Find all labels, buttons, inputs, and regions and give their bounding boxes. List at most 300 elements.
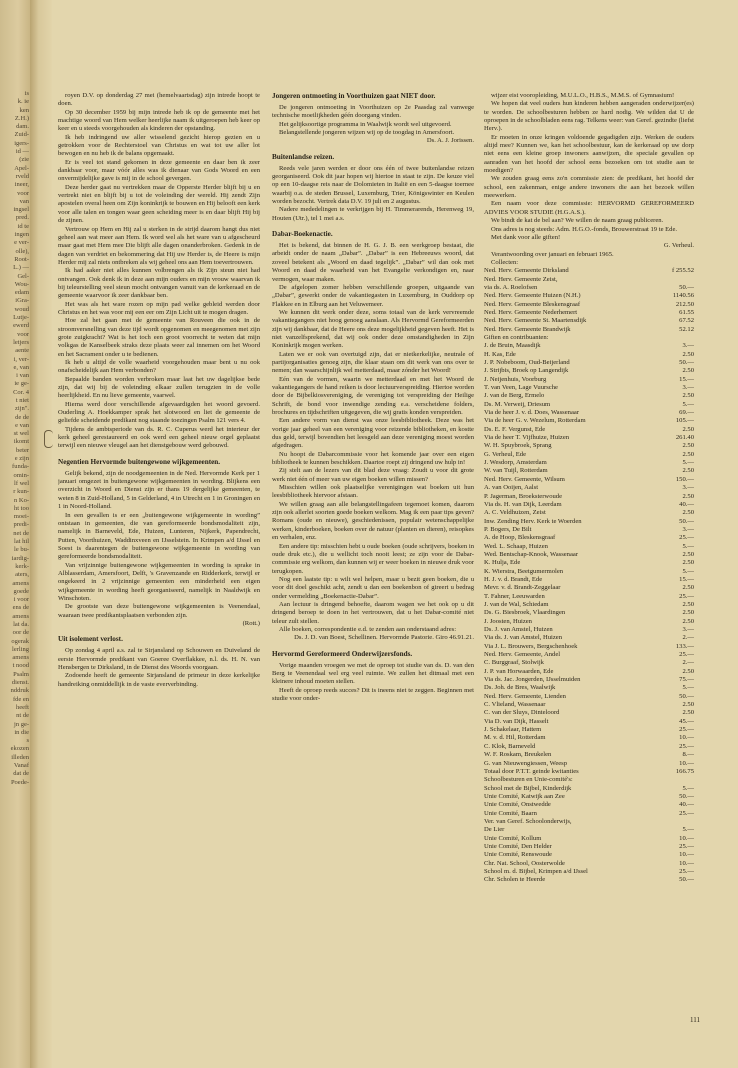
onderwijzers-paragraph: We bindt de kat de bel aan? We willen de naam graag publiceren. xyxy=(491,217,664,225)
edge-fragment: de de xyxy=(15,413,29,421)
donation-list xyxy=(484,267,694,884)
onderwijzers-paragraph: wijzer eist vooropleiding, M.U.L.O., H.B.S., M.M.S. of Gymnasium! xyxy=(491,92,675,99)
dabar-paragraph: Nu hoopt de Dabarcommissie voor het komende jaar over een eigen bibliotheek te kunnen beschikken. Daartoe roept zij dringend uw hulp in! xyxy=(272,450,474,467)
col1-paragraph: Het was als het ware rozen op mijn pad welke gebleid werden door Christus en het was voor mij een eer om Zijn Licht uit te mogen dragen. xyxy=(58,300,260,316)
donation-name: K. Wierstra, Beetgumermolen xyxy=(484,567,564,575)
column-middle xyxy=(272,92,474,1042)
adjacent-page-text xyxy=(1,90,29,990)
edge-fragment: oor de xyxy=(12,629,29,637)
donation-amount: 2.50 xyxy=(682,709,694,717)
edge-fragment: net de xyxy=(13,529,29,537)
col1-paragraph: Hierna werd door verschillende afgevaardigden het woord gevoerd. Ouderling A. Hoekkamper sprak het slotwoord en liet de gemeente de geliefde scheidende predikant nog staande toezingen Psalm 121 vers 4. xyxy=(58,400,260,425)
donation-row xyxy=(484,276,694,284)
donation-row xyxy=(484,718,694,726)
donation-name: Inw. Zending Herv. Kerk te Woerden xyxy=(484,517,582,525)
col1-paragraph: royen D.V. op donderdag 27 mei (hemelvaartsdag) zijn intrede hoopt te doen. xyxy=(58,92,260,108)
donation-name: Wed. L. Schaap, Huizen xyxy=(484,542,548,550)
donation-name: School met de Bijbel, Kinderdijk xyxy=(484,784,572,792)
donation-row xyxy=(484,626,694,634)
heading-wijkgemeenten: Negentien Hervormde buitengewone wijkgemeenten. xyxy=(58,457,221,466)
adjacent-page-edge xyxy=(0,0,30,1068)
donation-amount: 2.50 xyxy=(682,367,694,375)
signature-verheul: G. Verheul. xyxy=(663,242,694,250)
ontmoeting-paragraph: De jongeren ontmoeting in Voorthuizen op 2e Paasdag zal vanwege technische moeilijkheden géén doorgang vinden. xyxy=(272,104,474,120)
donation-amount: 25.— xyxy=(679,534,694,542)
donation-amount: 3.— xyxy=(682,384,694,392)
onderwijzers-paragraph: Met dank voor alle giften! xyxy=(491,233,561,241)
heading-reizen: Buitenlandse reizen. xyxy=(272,152,335,161)
edge-fragment: nt de xyxy=(16,712,29,720)
edge-fragment: voor xyxy=(17,330,29,338)
donation-amount: 75.— xyxy=(679,676,694,684)
donation-name: Ver. van Geref. Schoolonderwijs, xyxy=(484,817,572,825)
ontmoeting-paragraph: Het gelijksoortige programma in Waalwijk wordt wel uitgevoerd. xyxy=(279,120,452,128)
donation-name: Ds. J. van Amstel, Huizen xyxy=(484,626,553,633)
dabar-paragraph: Een andere tip: misschien hebt u oude boeken (oude schrijvers, boeken in oude druk etc.), die u wellicht toch nooit leest; ze zijn voor de Dabar-commissie erg welkom, dan kunnen wij er weer boeken in nieuwe druk voor terugkopen. xyxy=(272,542,474,575)
donation-name: W. van Tuijl, Rotterdam xyxy=(484,467,548,475)
donation-amount xyxy=(660,818,694,826)
edge-fragment: voor xyxy=(17,189,29,197)
donation-amount: 50.— xyxy=(679,359,694,366)
donation-name: J. van de Berg, Ermelo xyxy=(484,392,545,400)
edge-fragment: Cor. 4 xyxy=(13,388,29,396)
donation-amount: 150.— xyxy=(675,475,694,483)
edge-fragment: iardig- xyxy=(11,554,29,562)
donation-amount: 8.— xyxy=(682,751,694,759)
donation-row xyxy=(484,810,694,818)
donation-row xyxy=(484,459,694,467)
donation-name: Via de heer G. v. Wezelum, Rotterdam xyxy=(484,417,586,425)
edge-fragment: kerk- xyxy=(15,562,29,570)
donation-amount: 15.— xyxy=(679,575,694,583)
edge-fragment: letjers xyxy=(13,338,29,346)
edge-fragment: rveld xyxy=(15,172,29,180)
donation-row xyxy=(484,417,694,425)
edge-fragment: jn ge- xyxy=(14,720,29,728)
donation-amount: 2.— xyxy=(682,659,694,667)
donation-name: A. C. Veldhuizen, Zeist xyxy=(484,509,546,517)
donation-row xyxy=(484,451,694,459)
donation-row xyxy=(484,493,694,501)
donation-amount: 2.50 xyxy=(682,509,694,517)
col1-paragraph: Op 30 december 1959 bij mijn intrede heb ik op de gemeente met het machtige woord van Hem welker heerlijke naam ik uitgeroepen heb keer op keer en u steeds voorgehouden als kinderen der opstanding. xyxy=(58,108,260,133)
donation-name: A. de Hoop, Bleskensgraaf xyxy=(484,534,556,542)
donation-amount: 25.— xyxy=(679,809,694,817)
donation-amount: 105.— xyxy=(675,417,694,425)
edge-fragment: ineer, xyxy=(14,181,29,189)
donation-name: Ned. Herv. Gemeente Huizen (N.H.) xyxy=(484,292,581,300)
reizen-paragraph: Nadere mededelingen te verkrijgen bij H. Timmerarends, Herenweg 19, Houten (Utr.), tel 1 mei a.s. xyxy=(272,206,474,222)
donation-row xyxy=(484,292,694,300)
donation-row xyxy=(484,342,694,350)
column-left xyxy=(58,92,260,1042)
donation-name: W. H. Spuybroek, Sprang xyxy=(484,442,552,450)
edge-fragment: iGra- xyxy=(15,297,29,305)
edge-fragment: ewerd xyxy=(13,322,29,330)
donation-amount: 67.52 xyxy=(679,317,694,325)
donation-amount: 5.— xyxy=(682,567,694,575)
donation-row xyxy=(484,693,694,701)
edge-fragment: ingsel xyxy=(13,206,29,214)
dabar-paragraph: Een andere vorm van dienst was onze leesbibliotheek. Deze was het vorige jaar geheel van een vereniging voor reizende bibliotheken, en kostte dus geld, terwijl bovendien het leesgeld aan deze vereniging moest worden afgedragen. xyxy=(272,417,474,450)
edge-fragment: s xyxy=(26,737,29,745)
donation-amount: 2.50 xyxy=(682,450,694,458)
donation-amount: 166.75 xyxy=(675,767,694,775)
donation-name: M. v. d. Hil, Rotterdam xyxy=(484,734,546,742)
edge-fragment: e, van xyxy=(13,363,29,371)
donation-row xyxy=(484,568,694,576)
edge-fragment: illeden xyxy=(11,753,29,761)
heading-isolement: Uit isolement verlost. xyxy=(58,635,123,644)
donation-row xyxy=(484,734,694,742)
donation-row xyxy=(484,659,694,667)
donation-name: via ds. A. Roelofsen xyxy=(484,283,538,291)
donation-row xyxy=(484,593,694,601)
col1-paragraph: Tijdens de ambtsperiode van ds. R. C. Cuperus werd het interieur der kerk geheel gerestaureerd en ook werd een geheel nieuw orgel geplaatst terwijl een nieuwe vleugel aan het dienstgebouw werd gebouwd. xyxy=(58,425,260,450)
edge-fragment: amens xyxy=(12,612,29,620)
wijkgemeenten-paragraph: In een gevallen is er een „buitengewone wijkgemeente in wording” ontstaan in gemeenten, die van gereformeerde bondsmodaliteit zijn, namelijk in Barneveld, Ede, Huizen, Lunteren, Nijkerk, Papendrecht, Putten, Voorthuizen, Waddinxveen en IJsselstein. In Krimpen a/d IJssel en Soest is daarentegen de buitengewone wijkgemeente in wording van gereformeerde bondsmodaliteit. xyxy=(58,511,260,561)
col1-paragraph: Ik had aaker niet alles kunnen volbrengen als ik Zijn steun niet had ontvangen. Ook denk ik in deze aan mijn ouders en mijn vrouw waarvan ik bij teleurstelling veel steun mocht ontvangen vanuit van de kerkeraad en de gemeente waarvoor ik zeer dankbaar ben. xyxy=(58,267,260,300)
onderwijzers-paragraph: We zouden graag eens zo'n commissie zien: de predikant, het hoofd der school, een zakenman, enige andere inwoners die aan het bezoek willen meewerken. xyxy=(484,175,694,200)
donation-row xyxy=(484,334,694,342)
col1-paragraph: Er is veel tot stand gekomen in deze gemeente en daar ben ik zeer dankbaar voor, maar vóór alles was ik dienaar van Gods Woord en een onvermijdelijke gave is mij in de school gevergen. xyxy=(58,158,260,183)
edge-fragment: Wou- xyxy=(14,280,29,288)
donation-amount: 261.40 xyxy=(675,434,694,442)
donation-amount: 10.— xyxy=(679,851,694,859)
donation-amount: 2.50 xyxy=(682,701,694,709)
donation-amount: 2.50 xyxy=(682,392,694,400)
donation-row xyxy=(484,785,694,793)
edge-fragment: Z.H.) xyxy=(14,114,29,122)
donation-amount: 5.— xyxy=(682,542,694,550)
edge-fragment: i, ver- xyxy=(13,355,29,363)
donation-amount: f 255.52 xyxy=(672,267,694,275)
donation-name: J. Strijbis, Broek op Langendijk xyxy=(484,367,569,375)
donation-amount: 10.— xyxy=(679,759,694,767)
donation-name: P. Jagerman, Broeksterwoude xyxy=(484,492,563,500)
donation-name: Ned. Herv. Gemeente Zeist, xyxy=(484,275,558,283)
donation-name: School m. d. Bijbel, Krimpen a/d IJssel xyxy=(484,867,588,875)
donation-row xyxy=(484,376,694,384)
donation-amount: 1140.56 xyxy=(672,292,694,300)
heading-fonds: Hervormd Gereformeerd Onderwijzersfonds. xyxy=(272,649,413,658)
edge-fragment: olle), xyxy=(15,247,29,255)
donation-name: J. de Bruin, Maasdijk xyxy=(484,342,541,350)
donation-amount: 2.50 xyxy=(682,617,694,625)
edge-fragment: fde en xyxy=(12,695,29,703)
donation-amount: 133.— xyxy=(675,642,694,650)
isolement-paragraph: Zodoende heeft de gemeente Sirjansland de primeur in deze kerkelijke handreiking onmiddellijk in de vaste eververbinding. xyxy=(58,672,260,688)
donation-row xyxy=(484,409,694,417)
dabar-paragraph: Alle boeken, correspondentie e.d. te zenden aan onderstaand adres: xyxy=(279,625,457,633)
donation-name: Mevr. v. d. Brandt-Zeggelaar xyxy=(484,584,561,592)
heading-dabar: Dabar-Boekenactie. xyxy=(272,230,333,239)
donation-row xyxy=(484,543,694,551)
onderwijzers-paragraph: Ons adres is nog steeds: Adm. H.G.O.-fonds, Brouwerstraat 19 te Ede. xyxy=(491,225,678,233)
donation-row xyxy=(484,434,694,442)
donation-amount: 2.50 xyxy=(682,350,694,358)
donation-name: Schoolbesturen en Unie-comité's: xyxy=(484,776,573,784)
signature-rott: (Rott.) xyxy=(242,619,260,627)
donation-name: G. van Nieuwengiessen, Weesp xyxy=(484,759,568,767)
donation-amount xyxy=(660,276,694,284)
donation-row xyxy=(484,267,694,275)
donation-amount: 3.— xyxy=(682,342,694,350)
donation-name: Via ds. Jac. Jongerden, IJsselmuiden xyxy=(484,676,581,684)
donation-name: C. Vlieland, Wassenaar xyxy=(484,701,546,709)
donation-amount: 2.50 xyxy=(682,559,694,567)
edge-fragment: ht too xyxy=(14,504,29,512)
donation-name: Ned. Herv. Gemeente, Andel xyxy=(484,651,561,659)
donation-amount: 2.50 xyxy=(682,492,694,500)
fonds-paragraph: Heeft de oproep reeds succes? Dit is ineens niet te zeggen. Beginnen met studie voor onder- xyxy=(272,686,474,702)
donation-amount: 45.— xyxy=(679,717,694,725)
edge-fragment: n Ko- xyxy=(14,496,29,504)
edge-fragment: lat hil xyxy=(14,538,29,546)
donation-name: Ds. E. F. Vergunst, Ede xyxy=(484,425,546,433)
edge-fragment: Root- xyxy=(14,255,29,263)
donation-row xyxy=(484,326,694,334)
donation-amount: 5.— xyxy=(682,400,694,408)
dabar-paragraph: Het is bekend, dat binnen de H. G. J. B. een werkgroep bestaat, die arbeidt onder de naam „Dabar”. „Dabar” is een Hebreeuws woord, dat zoveel betekent als „Woord en daad tegelijk”. „Dabar” wil dan ook met Woord en daad de waarheid van het Evangelie verkondigen en, naar vermogen, waar maken. xyxy=(272,242,474,283)
donation-row xyxy=(484,484,694,492)
donation-amount: 2.50 xyxy=(682,550,694,558)
donation-amount: 69.— xyxy=(679,409,694,417)
donation-amount: 50.— xyxy=(679,876,694,884)
donation-row xyxy=(484,876,694,884)
wijkgemeenten-paragraph: De grootste van deze buitengewone wijkgemeenten is Veenendaal, waaraan twee predikantsplaatsen verbonden zijn. xyxy=(58,603,260,619)
donation-row xyxy=(484,384,694,392)
donation-row xyxy=(484,401,694,409)
donation-amount: 61.55 xyxy=(679,308,694,316)
donation-row xyxy=(484,601,694,609)
donation-name: J. van de Wal, Schiedam xyxy=(484,600,549,608)
donation-amount: 2.50 xyxy=(682,584,694,592)
edge-fragment: t nood xyxy=(12,662,29,670)
edge-fragment: id — xyxy=(15,148,29,156)
donation-row xyxy=(484,559,694,567)
donation-name: Ned. Herv. Gemeente St. Maartensdijk xyxy=(484,317,587,325)
donation-amount: 25.— xyxy=(679,592,694,600)
donation-name: J. Neijenhuis, Voorburg xyxy=(484,375,547,383)
donation-row xyxy=(484,284,694,292)
donation-name: T. Fahner, Leeuwarden xyxy=(484,592,545,600)
donation-amount: 10.— xyxy=(679,834,694,842)
donation-row xyxy=(484,426,694,434)
wijkgemeenten-paragraph: Van vrijzinnige buitengewone wijkgemeenten in wording is sprake in Alblasserdam, Amersfoort, Delft, 's Gravenzande en Ridderkerk, terwijl er ongekeerd in 2 vrijzinnige gemeenten een minderheid een eigen wijkgemeente in wording heeft georganiseerd, namelijk in Naaldwijk en Winschoten. xyxy=(58,561,260,602)
donation-name: Ds. Joh. de Bres, Waalwijk xyxy=(484,684,556,692)
donation-row xyxy=(484,518,694,526)
donation-row xyxy=(484,467,694,475)
donation-name: Unie Comité, Onstwedde xyxy=(484,801,551,809)
collecten-label: Collecten: xyxy=(491,258,519,266)
edge-fragment: nddruk xyxy=(10,687,29,695)
donation-name: Via D. van Dijk, Hasselt xyxy=(484,717,549,725)
donation-row xyxy=(484,551,694,559)
donation-name: Wed. Bentschap-Knook, Wassenaar xyxy=(484,550,579,558)
donation-amount: 25.— xyxy=(679,651,694,659)
edge-fragment: lat da. xyxy=(13,621,29,628)
edge-fragment: amens xyxy=(12,654,29,662)
dabar-paragraph: Misschien willen ook plaatselijke verenigingen wat boeken uit hun leesbibliotheek hiervoor afstaan. xyxy=(272,484,474,500)
donation-amount: 5.— xyxy=(682,826,694,834)
donation-row xyxy=(484,651,694,659)
donation-row xyxy=(484,367,694,375)
donation-amount xyxy=(660,334,694,342)
donation-row xyxy=(484,826,694,834)
donation-amount: 5.— xyxy=(682,459,694,467)
edge-fragment: ogerak xyxy=(11,637,29,645)
donation-name: J. Joosten, Huizen xyxy=(484,617,532,625)
edge-fragment: Gel- xyxy=(17,272,29,280)
donation-row xyxy=(484,818,694,826)
donation-row xyxy=(484,317,694,325)
donation-row xyxy=(484,534,694,542)
donation-name: Ned. Herv. Gemeente Brandwijk xyxy=(484,325,571,333)
donation-amount: 25.— xyxy=(679,742,694,750)
donation-name: Unie Comité, Kollum xyxy=(484,834,542,842)
page-number: 111 xyxy=(690,1016,700,1024)
donation-row xyxy=(484,726,694,734)
edge-fragment: dat de xyxy=(13,770,29,778)
donation-row xyxy=(484,709,694,717)
donation-row xyxy=(484,309,694,317)
donation-name: Ds. G. Biesbroek, Vlaardingen xyxy=(484,609,566,617)
donation-amount: 2.50 xyxy=(682,442,694,450)
donation-row xyxy=(484,751,694,759)
donation-amount: 2.50 xyxy=(682,467,694,475)
edge-fragment: is xyxy=(24,90,29,97)
donation-name: K. Hulja, Ede xyxy=(484,559,521,567)
donation-amount: 25.— xyxy=(679,842,694,850)
dabar-paragraph: Aan lectuur is dringend behoefte, daarom wagen we het ook op u dit dringend beroep te doen in het vertrouwen, dat u het Dabar-comité niet teleur zult stellen. xyxy=(272,600,474,625)
donation-amount: 212.50 xyxy=(675,300,694,308)
donation-name: J. Schakelaar, Hattem xyxy=(484,726,542,734)
edge-fragment: le bu- xyxy=(14,546,29,554)
donation-name: Unie Comité, Katwijk aan Zee xyxy=(484,792,565,800)
edge-fragment: Zuid- xyxy=(14,131,29,139)
edge-fragment: ie ge- xyxy=(14,380,29,388)
donation-name: Totaal door P.T.T. geinde kwitanties xyxy=(484,767,579,775)
signature-jorissen: Ds. A. J. Jorissen. xyxy=(426,137,474,145)
edge-fragment: ingen xyxy=(14,231,29,239)
dabar-paragraph: Nog een laatste tip: u wilt wel helpen, maar u bezit geen boeken, die u voor dit doel geschikt acht, zendt u dan een boekenbon of gireert u bedrag onder vermelding „Boekenactie-Dabar”. xyxy=(272,575,474,600)
edge-fragment: e ver- xyxy=(14,239,29,247)
edge-fragment: goede xyxy=(13,587,29,595)
donation-name: Via ds. J. van Amstel, Huizen xyxy=(484,634,562,642)
donation-row xyxy=(484,609,694,617)
reizen-paragraph: Reeds vele jaren werden er door ons één of twee buitenlandse reizen georganiseerd. Ook dit jaar hopen wij hiertoe in staat te zijn. De keuze viel op een 10-daagse reis naar de Dolomieten in Italië en een 5-daagse toernee waarbij o.a. de steden Brussel, Luxemburg, Trier, Königswinter en Keulen worden bezocht. Vertrek data D.V. 19 juli en 2 augustus. xyxy=(272,164,474,206)
edge-fragment: i voor xyxy=(13,596,29,604)
donation-amount: 10.— xyxy=(679,859,694,867)
dabar-paragraph: Zij stelt aan de lezers van dit blad deze vraag: Zoudt u voor dit grote werk niet één of meer van uw eigen boeken willen missen? xyxy=(272,467,474,483)
donation-name: Ned. Herv. Gemeente Dirksland xyxy=(484,267,569,275)
donation-name: Ned. Herv. Gemeente Nederhemert xyxy=(484,308,578,316)
donation-row xyxy=(484,643,694,651)
edge-fragment: lerling xyxy=(12,645,29,653)
edge-fragment: st wel xyxy=(13,430,29,438)
donation-amount: 40.— xyxy=(679,801,694,809)
col1-paragraph: Ik heb u altijd de volle waarheid voorgehouden maar bent u nu ook onafscheidelijk aan Hem verbonden? xyxy=(58,359,260,375)
donation-name: Unie Comité, Renswoude xyxy=(484,851,552,859)
donation-amount: 25.— xyxy=(679,867,694,875)
donation-name: Chr. Nat. School, Oosterwolde xyxy=(484,859,565,867)
donation-row xyxy=(484,392,694,400)
donation-row xyxy=(484,743,694,751)
edge-fragment: Psalm xyxy=(13,670,29,678)
donation-name: Via ds. H. van Dijk, Leerdam xyxy=(484,500,562,508)
donation-name: C. van der Sluys, Dinteloord xyxy=(484,709,560,717)
donation-amount: 40.— xyxy=(679,500,694,508)
wijkgemeenten-paragraph: Gelijk bekend, zijn de noodgemeenten in de Ned. Hervormde Kerk per 1 januari omgezet in buitengewone wijkgemeenten in wording. Blijkens een overzicht in Woord en Dienst zijn er thans 19 dergelijke gemeenten, te weten 8 in Zuid-Holland, 5 in Gelderland, 4 in Utrecht en 1 in Groningen en 1 in Noord-Holland. xyxy=(58,469,260,511)
donation-amount: 25.— xyxy=(679,726,694,734)
donation-name: Giften en contribuanten: xyxy=(484,333,549,341)
dabar-paragraph: We kunnen dit werk onder deze, soms totaal van de kerk vervreemde vakantiegangers niet hoog genoeg aanslaan. Als Hervormd Gereformeerden zijn wij dankbaar, dat de Heere ons deze mogelijkheid gegeven heeft. Het is niet vanzelfsprekend, dat wij ook onder deze omstandigheden in Zijn Koninkrijk mogen werken. xyxy=(272,308,474,350)
edge-fragment: in die xyxy=(14,728,29,736)
donation-name: Via de heer T. Vijfhuize, Huizen xyxy=(484,434,570,442)
donation-row xyxy=(484,301,694,309)
book-gutter xyxy=(30,0,52,1068)
donation-amount: 52.12 xyxy=(679,325,694,333)
donation-amount: 3.— xyxy=(682,525,694,533)
heading-ontmoeting: Jongeren ontmoeting in Voorthuizen gaat NIET door. xyxy=(272,92,436,100)
donation-amount: 5.— xyxy=(682,784,694,792)
edge-fragment: Poede- xyxy=(10,778,29,786)
donation-name: Unie Comité, Den Helder xyxy=(484,842,552,850)
edge-fragment: k. ie xyxy=(17,98,29,106)
donation-amount: 2.50 xyxy=(682,667,694,675)
dabar-paragraph: Laten we er ook van overtuigd zijn, dat er nietkerkelijke, neutrale of partijorganisaties genoeg zijn, die klaar staan om dit werk van ons over te nemen; dan waarschijnlijk wel metterdaad, maar zónder het Woord! xyxy=(272,350,474,375)
edge-fragment: omin- xyxy=(13,471,29,479)
edge-fragment: moei- xyxy=(13,513,29,521)
donation-row xyxy=(484,760,694,768)
donation-amount: 50.— xyxy=(679,283,694,291)
onderwijzers-paragraph: We hopen dat veel ouders hun kinderen hebben aangeraden onderwijzer(es) te worden. De schoolbesturen hebben ze hard nodig. We wilden dat U de oproepen in de schoolbladen eens rag. Telkens weer: van Geref. gezindte (liefst Herv.). xyxy=(484,100,694,133)
edge-fragment: woud xyxy=(14,305,29,313)
donation-name: H. J. v. d. Brandt, Ede xyxy=(484,575,543,583)
donation-row xyxy=(484,843,694,851)
donation-row xyxy=(484,868,694,876)
edge-fragment: Vanaf xyxy=(13,762,29,770)
donation-row xyxy=(484,668,694,676)
donation-row xyxy=(484,768,694,776)
edge-fragment: ken xyxy=(19,106,29,114)
edge-fragment: aters, xyxy=(15,571,29,579)
edge-fragment: e zijn xyxy=(14,455,29,463)
donation-name: Ned. Herv. Gemeente, Wilsum xyxy=(484,475,565,483)
edge-fragment: Apel- xyxy=(14,164,29,172)
edge-fragment: e van xyxy=(15,421,29,429)
donation-name: Ds. M. Verweij, Driesum xyxy=(484,400,551,408)
donation-row xyxy=(484,701,694,709)
donation-name: J. Wesdorp, Amsterdam xyxy=(484,459,547,467)
edge-fragment: ikomt xyxy=(13,438,29,446)
dabar-paragraph: Eén van de vormen, waarin we metterdaad en met het Woord de vakantiegangers de hand reiken is door lectuurverspreiding. Hiertoe worden door de Bijbelkiosvereniging, de vereniging tot verspreiding der Heilige Schrift, de bond voor inwendige zending e.a. verscheidene folders, brochures en tijdschriften uitgegeven, die wij gratis konden verspreiden. xyxy=(272,375,474,416)
donation-name: G. Verheul, Ede xyxy=(484,450,526,458)
paper-clip-icon xyxy=(44,430,53,448)
donation-name: J. P. van Horwaarden, Ede xyxy=(484,667,554,675)
edge-fragment: dienst. xyxy=(11,679,29,687)
verantwoording-heading: Verantwoording over januari en februari 1965. xyxy=(491,250,614,258)
donation-amount: 50.— xyxy=(679,792,694,800)
donation-amount: 50.— xyxy=(679,692,694,700)
edge-fragment: Lutje- xyxy=(13,314,29,322)
donation-row xyxy=(484,634,694,642)
edge-fragment: lf wel xyxy=(14,479,29,487)
donation-name: Via J. L. Brouwers, Bergschenhoek xyxy=(484,642,578,650)
ontmoeting-paragraph: Belangstellende jongeren wijzen wij op de toogdag in Amersfoort. xyxy=(279,129,455,137)
col1-paragraph: Hoe zal het gaan met de gemeente van Rouveen die ook in de stroomversnelling van deze tijd wordt opgenomen en meegenomen met zijn grote zuigkracht? Wat is het toch een groot voorrecht te weten dat mijn volkgas de Kanselbeek straks deze plaats weer zal innemen om het Woord en het Sacrament onder u te bedienen. xyxy=(58,317,260,358)
